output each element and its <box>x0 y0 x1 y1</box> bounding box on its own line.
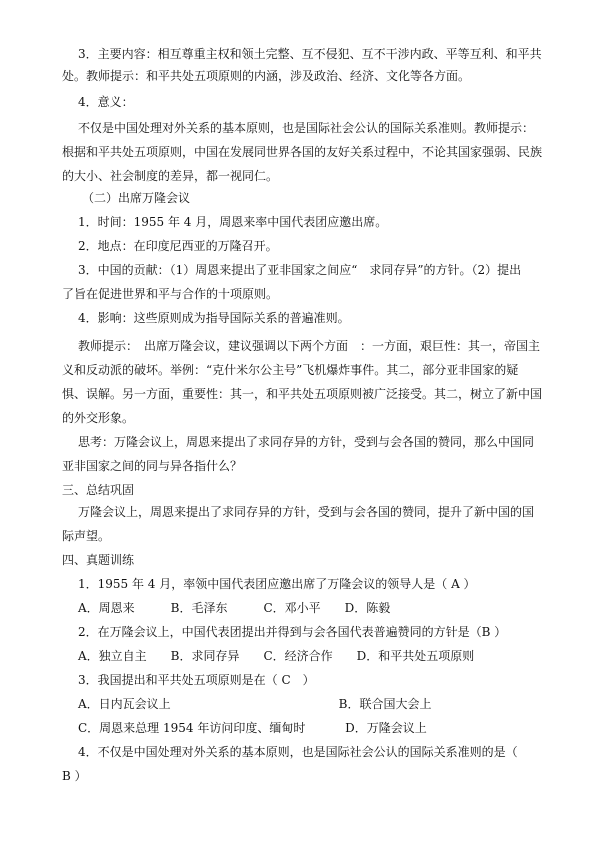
answer-options: A．日内瓦会议上 B．联合国大会上 <box>78 697 432 711</box>
answer-options: A．独立自主 B．求同存异 C．经济合作 D．和平共处五项原则 <box>78 649 475 663</box>
question-text: 4．不仅是中国处理对外关系的基本原则，也是国际社会公认的国际关系准则的是（ <box>78 745 518 759</box>
section-heading: （二）出席万隆会议 <box>82 191 191 205</box>
text-line: 不仅是中国处理对外关系的基本原则，也是国际社会公认的国际关系准则。教师提示： <box>78 121 535 135</box>
answer-options: C．周恩来总理 1954 年访问印度、缅甸时 D．万隆会议上 <box>78 721 427 735</box>
text-line: 根据和平共处五项原则，中国在发展同世界各国的友好关系过程中，不论其国家强弱、民族 <box>62 145 543 159</box>
section-heading: 四、真题训练 <box>62 553 135 567</box>
text-line: 教师提示： 出席万隆会议，建议强调以下两个方面 ：一方面，艰巨性：其一，帝国主 <box>78 339 541 353</box>
text-line: 4．影响：这些原则成为指导国际关系的普遍准则。 <box>78 311 350 325</box>
question-text: 2．在万隆会议上，中国代表团提出并得到与会各国代表普遍赞同的方针是（B ） <box>78 625 507 639</box>
text-line: 3．中国的贡献：（1）周恩来提出了亚非国家之间应“ 求同存异”的方针。（2）提出 <box>78 263 522 277</box>
text-line: 4．意义： <box>78 95 134 109</box>
answer-options: A．周恩来 B．毛泽东 C．邓小平 D．陈毅 <box>78 601 391 615</box>
text-line: 际声望。 <box>62 529 111 543</box>
text-line: 惧、误解。另一方面，重要性：其一，和平共处五项原则被广泛接受。其二，树立了新中国 <box>62 387 543 401</box>
text-line: 了旨在促进世界和平与合作的十项原则。 <box>62 287 279 301</box>
text-line: 2．地点：在印度尼西亚的万隆召开。 <box>78 239 278 253</box>
text-line: 义和反动派的破坏。举例：“克什米尔公主号”飞机爆炸事件。其二，部分亚非国家的疑 <box>62 363 519 377</box>
text-line: 万隆会议上，周恩来提出了求同存异的方针，受到与会各国的赞同，提升了新中国的国 <box>78 505 535 519</box>
question-text: 1．1955 年 4 月，率领中国代表团应邀出席了万隆会议的领导人是（ A ） <box>78 577 476 591</box>
text-line: 3．主要内容：相互尊重主权和领土完整、互不侵犯、互不干涉内政、平等互利、和平共 <box>78 47 542 61</box>
question-text: B ） <box>62 769 87 783</box>
text-line: 的大小、社会制度的差异，都一视同仁。 <box>62 169 279 183</box>
question-text: 3．我国提出和平共处五项原则是在（ C ） <box>78 673 315 687</box>
text-line: 思考：万隆会议上，周恩来提出了求同存异的方针，受到与会各国的赞同，那么中国同 <box>78 435 535 449</box>
text-line: 亚非国家之间的同与异各指什么？ <box>62 459 243 473</box>
text-line: 处。教师提示：和平共处五项原则的内涵，涉及政治、经济、文化等各方面。 <box>62 69 471 83</box>
text-line: 1．时间：1955 年 4 月，周恩来率中国代表团应邀出席。 <box>78 215 388 229</box>
text-line: 的外交形象。 <box>62 411 135 425</box>
section-heading: 三、总结巩固 <box>62 483 135 497</box>
